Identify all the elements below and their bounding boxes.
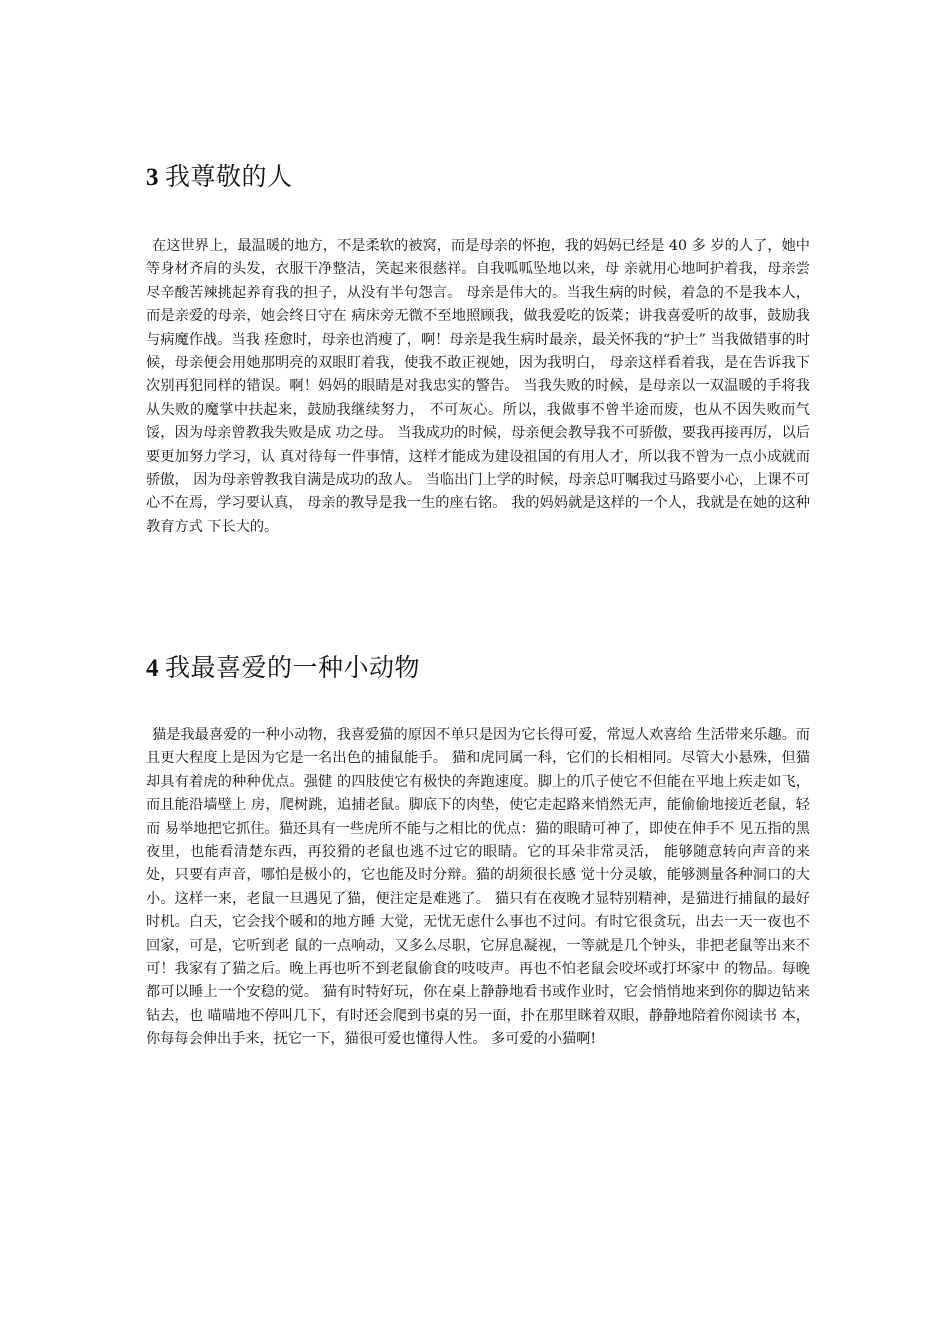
essay-section-respected-person	[146, 160, 810, 539]
essay-section-favorite-animal	[146, 651, 810, 1052]
section-body: 在这世界上，最温暖的地方，不是柔软的被窝，而是母亲的怀抱，我的妈妈已经是 40 多 岁的人了，她中等身材齐肩的头发，衣服干净整洁，笑起来很慈祥。自我呱呱坠地以来，母 亲就用心地呵护着我，母亲尝尽辛酸苦辣挑起养育我的担子，从没有半句怨言。 母亲是伟大的。当我生病的时候，着急的不是我本人，而是亲爱的母亲，她会终日守在 病床旁无微不至地照顾我，做我爱吃的饭菜；讲我喜爱听的故事，鼓励我与病魔作战。当我 痊愈时，母亲也消瘦了，啊！母亲是我生病时最亲，最关怀我的“护士” 当我做错事的时候，母亲便会用她那明亮的双眼盯着我，使我不敢正视她，因为我明白， 母亲这样看着我，是在告诉我下次别再犯同样的错误。啊！妈妈的眼睛是对我忠实的警告。 当我失败的时候，是母亲以一双温暖的手将我从失败的魔掌中扶起来，鼓励我继续努力， 不可灰心。所以，我做事不曾半途而废，也从不因失败而气馁，因为母亲曾教我失败是成 功之母。 当我成功的时候，母亲便会教导我不可骄傲，要我再接再厉，以后要更加努力学习，认 真对待每一件事情，这样才能成为建设祖国的有用人才，所以我不曾为一点小成就而骄傲， 因为母亲曾教我自满是成功的敌人。 当临出门上学的时候，母亲总叮嘱我过马路要小心，上课不可心不在焉，学习要认真， 母亲的教导是我一生的座右铭。 我的妈妈就是这样的一个人，我就是在她的这种教育方式 下长大的。	[146, 238, 810, 535]
section-title: 我尊敬的人	[165, 162, 293, 191]
section-title: 我最喜爱的一种小动物	[165, 653, 421, 682]
section-body: 猫是我最喜爱的一种小动物，我喜爱猫的原因不单只是因为它长得可爱，常逗人欢喜给 生活带来乐趣。而且更大程度上是因为它是一名出色的捕鼠能手。 猫和虎同属一科，它们的长相相同。尽管大小悬殊，但猫却具有着虎的种种优点。强健 的四肢使它有极快的奔跑速度。脚上的爪子使它不但能在平地上疾走如飞，而且能沿墙壁上 房，爬树跳，追捕老鼠。脚底下的肉垫，使它走起路来悄然无声，能偷偷地接近老鼠，轻而 易举地把它抓住。猫还具有一些虎所不能与之相比的优点：猫的眼睛可神了，即使在伸手不 见五指的黑夜里，也能看清楚东西，再狡猾的老鼠也逃不过它的眼睛。它的耳朵非常灵活， 能够随意转向声音的来处，只要有声音，哪怕是极小的，它也能及时分辩。猫的胡须很长感 觉十分灵敏，能够测量各种洞口的大小。这样一来，老鼠一旦遇见了猫，便注定是难逃了。 猫只有在夜晚才显特别精神，是猫进行捕鼠的最好时机。白天，它会找个暖和的地方睡 大觉，无忧无虑什么事也不过问。有时它很贪玩，出去一天一夜也不回家，可是，它听到老 鼠的一点响动，又多么尽职，它屏息凝视，一等就是几个钟头，非把老鼠等出来不可！我家有了猫之后。晚上再也听不到老鼠偷食的吱吱声。再也不怕老鼠会咬坏或打坏家中 的物品。每晚都可以睡上一个安稳的觉。 猫有时特好玩，你在桌上静静地看书或作业时，它会悄悄地来到你的脚边钻来钻去，也 喵喵地不停叫几下，有时还会爬到书桌的另一面，扑在那里眯着双眼，静静地陪着你阅读书 本，你每每会伸出手来，抚它一下，猫很可爱也懂得人性。 多可爱的小猫啊!	[146, 727, 810, 1048]
section-heading	[146, 651, 810, 686]
section-number: 3	[146, 164, 159, 191]
section-heading	[146, 160, 810, 195]
section-number: 4	[146, 655, 159, 682]
